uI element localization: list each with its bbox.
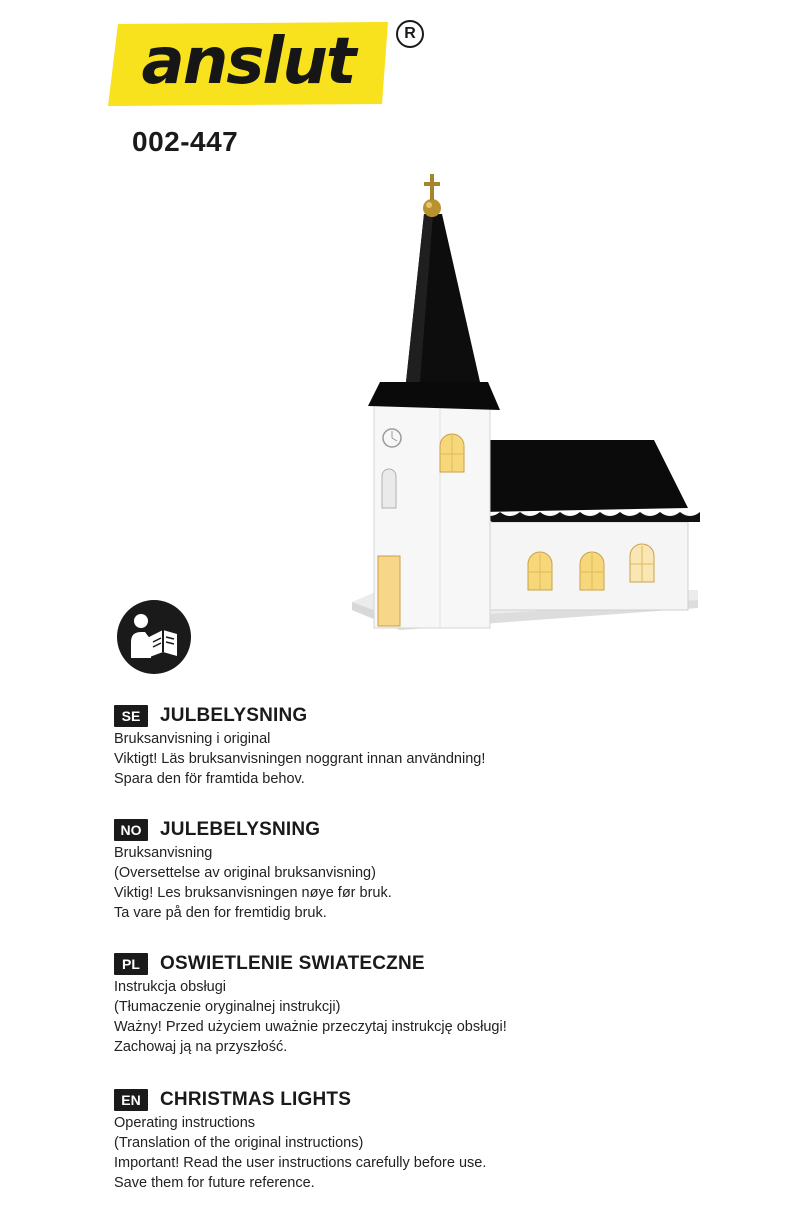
section-pl bbox=[114, 951, 734, 1057]
section-no bbox=[114, 817, 734, 923]
section-en bbox=[114, 1087, 734, 1193]
section-line: (Translation of the original instructions) bbox=[114, 1135, 364, 1151]
section-line: Ważny! Przed użyciem uważnie przeczytaj instrukcję obsługi! bbox=[114, 1019, 507, 1035]
language-badge: SE bbox=[114, 705, 148, 727]
section-line: (Tłumaczenie oryginalnej instrukcji) bbox=[114, 999, 341, 1015]
section-title: CHRISTMAS LIGHTS bbox=[160, 1089, 352, 1110]
section-line: Bruksanvisning bbox=[114, 845, 213, 861]
section-line: Viktigt! Läs bruksanvisningen noggrant innan användning! bbox=[114, 751, 486, 767]
section-line: Ta vare på den for fremtidig bruk. bbox=[114, 905, 327, 921]
language-badge: EN bbox=[114, 1089, 148, 1111]
section-line: (Oversettelse av original bruksanvisning) bbox=[114, 865, 376, 881]
section-line: Operating instructions bbox=[114, 1115, 256, 1131]
logo-text: anslut bbox=[141, 25, 355, 99]
language-badge: PL bbox=[114, 953, 148, 975]
church-lamp-illustration bbox=[340, 170, 710, 645]
section-line: Spara den för framtida behov. bbox=[114, 771, 305, 787]
read-manual-icon bbox=[117, 600, 191, 679]
section-line: Important! Read the user instructions carefully before use. bbox=[114, 1155, 487, 1171]
section-line: Save them for future reference. bbox=[114, 1175, 315, 1191]
section-line: Instrukcja obsługi bbox=[114, 979, 227, 995]
language-badge: NO bbox=[114, 819, 148, 841]
brand-logo bbox=[108, 22, 388, 106]
section-se bbox=[114, 703, 734, 789]
section-title: JULEBELYSNING bbox=[160, 819, 321, 840]
product-code: 002-447 bbox=[132, 126, 239, 157]
section-line: Viktig! Les bruksanvisningen nøye før bruk. bbox=[114, 885, 392, 901]
section-line: Zachowaj ją na przyszłość. bbox=[114, 1039, 288, 1055]
section-title: JULBELYSNING bbox=[160, 705, 308, 726]
registered-mark: R bbox=[396, 20, 424, 48]
section-line: Bruksanvisning i original bbox=[114, 731, 271, 747]
section-title: OSWIETLENIE SWIATECZNE bbox=[160, 953, 425, 974]
